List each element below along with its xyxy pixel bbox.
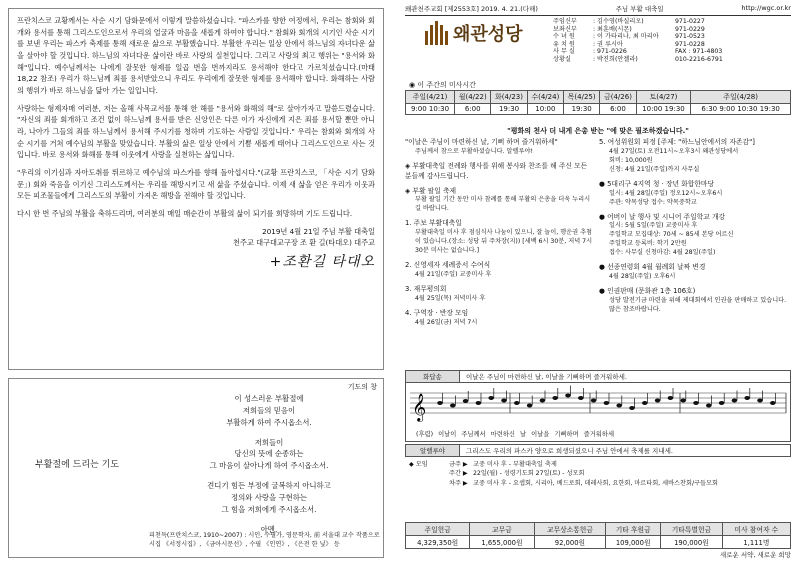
bulletin-feast: 주님 부활 대축일 — [615, 5, 664, 13]
offering-value: 4,329,350원 — [406, 536, 470, 549]
schedule-day: 주일(4/28) — [691, 91, 791, 104]
music-note — [514, 401, 520, 405]
music-note — [629, 406, 635, 410]
music-note — [476, 401, 482, 405]
announcement-head: 5. 여성위원회 피정 [주제: "하느님안에서의 자존감"] — [599, 138, 755, 146]
parish-motto: 새로운 서약, 새로운 희망 — [719, 551, 791, 559]
poem-line: 저희들의 믿음이 — [242, 405, 296, 415]
announcement-body: 4월 26일(금) 저녁 7시 — [415, 318, 478, 326]
bullet-icon: ● — [599, 179, 608, 188]
announcement-head: 3. 재무평의회 — [405, 284, 447, 293]
music-note — [463, 399, 469, 403]
schedule-day: 수(4/24) — [527, 91, 563, 104]
announcement-line: 주관: 약목성당 접수: 약목중학교 — [609, 198, 697, 206]
bulletin-issue: 왜관천주교회 [제2553호] 2019. 4. 21.(다해) — [405, 5, 538, 13]
poem-line: 정의와 사랑을 구현하는 — [230, 492, 308, 502]
announcement-line: 4월 27일(토) 오전11시~오후3시 왜관성당에서 — [609, 147, 739, 155]
announcement-line: 주일학교 등록비: 학기 2만원 — [609, 240, 687, 248]
staff-phone: 971-0228 — [675, 40, 705, 48]
prayer-poem — [159, 393, 379, 535]
poem-line: 이 성스러운 부활절에 — [234, 394, 304, 403]
announcement-item — [599, 180, 791, 208]
mass-schedule-title: ◉ 이 주간의 미사시간 — [409, 81, 476, 89]
staff-list — [553, 18, 723, 63]
staff-role: 주임신부 — [553, 18, 577, 25]
church-logo-icon — [425, 21, 447, 45]
announcement-body: 부활 팔일 기간 동안 미사 참례를 통해 부활의 은총을 더욱 누리시길 바랍니다. — [415, 196, 591, 213]
schedule-day: 월(4/22) — [455, 91, 491, 104]
announcement-line: 일시: 5월 5일(주일) 교중미사 후 — [609, 222, 698, 230]
schedule-time: 6:00 — [455, 104, 491, 115]
prayer-amen: 아멘. — [260, 524, 278, 534]
prayer-title: 부활절에 드리는 기도 — [35, 460, 119, 470]
announcement-head: 4. 구역장 · 반장 모임 — [405, 308, 469, 317]
schedule-time: 19:30 — [491, 104, 527, 115]
announcement-item — [405, 219, 595, 256]
offering-value: 92,000원 — [534, 536, 606, 549]
letter-author: 천주교 대구대교구장 조 환 길(타대오) 대주교 — [232, 238, 375, 248]
announcement-item — [405, 187, 595, 215]
music-note — [604, 401, 610, 405]
staff-name: : 최훈배(시몬) — [593, 25, 632, 33]
music-note — [578, 396, 584, 400]
announcement-body: 4월 21일(주일) 교중미사 후 — [415, 270, 492, 278]
staff-row — [553, 48, 723, 56]
music-note — [744, 396, 750, 400]
staff-name: : 971-0226 — [593, 48, 627, 56]
letter-paragraph-4: 다시 한 번 주님의 부활을 축하드리며, 여러분의 매일 매순간이 부활의 삶이 되기를 희망하며 기도 드립니다. — [17, 208, 353, 218]
poem-line: 부활하게 하여 주시옵소서. — [226, 417, 312, 427]
announcement-item — [599, 213, 791, 259]
announcement-head: ● 선종연령회 4월 월례회 날짜 변경 — [599, 263, 706, 272]
bullet-icon: ◉ — [409, 81, 418, 89]
announcement-head: ● 인권판매 (문화관 1층 106호) — [599, 287, 696, 296]
schedule-day: 토(4/27) — [636, 91, 691, 104]
announcement-line: 회비: 10,000원 — [609, 156, 653, 164]
staff-row — [553, 33, 723, 41]
music-note — [770, 401, 776, 405]
staff-role: 사 무 실 — [553, 48, 575, 56]
letter-paragraph-3: "우리의 이기심과 자아도취를 뛰르하고 예수님의 파스카를 향해 돌아섭시다."(교황 프란치스코, 「사순 시기 담화문」) 회와 죽음을 이기신 그리스도께서는 우리를 해방시키고 새 삶을 주셨습니다. 이제 새 삶을 얻은 우리가 이웃과 모든 피조물들에게 그리스도의 부활이 가져온 해방을 전해야 할 것입니다. — [17, 167, 375, 201]
bulletin-header — [405, 4, 791, 16]
gathering-label: ◆ 모임 — [409, 461, 428, 468]
music-note — [719, 401, 725, 405]
music-note — [591, 399, 597, 403]
music-note — [693, 401, 699, 405]
staff-name: : 김수영(바실리오) — [593, 18, 644, 25]
offering-value: 1,655,000원 — [470, 536, 534, 549]
alleluia-text: 그리스도 우리의 파스카 양으로 희생되셨으니 주님 안에서 축제를 지내세. — [466, 447, 673, 455]
schedule-time: 9:00 10:30 — [406, 104, 455, 115]
music-note — [655, 399, 661, 403]
schedule-time: 10:00 19:30 — [636, 104, 691, 115]
announcement-item — [405, 309, 595, 328]
staff-row — [553, 56, 723, 64]
announcements-left — [405, 138, 595, 333]
bullet-icon: ● — [599, 212, 608, 221]
poem-line: 그 힘을 저희에게 주시옵소서. — [221, 504, 317, 514]
poem-line: 당신의 뜻에 순종하는 — [234, 449, 304, 459]
schedule-banner: "평화의 천사 더 내게 은총 받는 "에 맞은 필조하겠습니다." — [507, 127, 689, 135]
music-note — [732, 399, 738, 403]
church-name: 왜관성당 — [453, 24, 523, 45]
staff-role: 보좌신부 — [553, 25, 577, 33]
offering-header: 미사 참여자 수 — [722, 523, 790, 536]
staff-row — [553, 41, 723, 49]
staff-phone: 971-0227 — [675, 18, 705, 25]
gatherings — [409, 460, 718, 488]
bulletin-url[interactable]: http://wgc.or.kr — [741, 4, 791, 12]
prayer-stanza-3 — [159, 480, 379, 516]
music-note — [706, 404, 712, 408]
letter-paragraph-1: 프란치스코 교황께서는 사순 시기 담화문에서 이렇게 말씀하셨습니다. "파스카를 향한 여정에서, 우리는 참회와 회개와 용서를 통해 그리스도인으로서 우리의 얼굴과 마음을 새롭게 하여야 합니다." 참회와 회개의 시기인 사순 시기를 보낸 우리는 파스카 축제를 통해 새로운 삶으로 부활했습니다. 부활한 우리는 일상 안에서 하느님의 자녀다운 삶을 살아야 할 것입니다. 하느님의 자녀다운 삶이란 바로 사랑의 실천입니다. 그리고 사랑의 최고 행위는 "용서와 화해"입니다. 예수님께서는 나에게 잘못한 형제를 일곱 번을 번까지라도 용서해야 한다고 가르치셨습니다.(마태 18,22 참조) 우리가 하느님께 죄를 용서받았으니 우리도 우리에게 잘못한 형제를 용서해야 합니다. 화해하는 사람의 행위가 바로 하느님을 닮아 가는 일입니다. — [17, 16, 375, 95]
schedule-day: 금(4/26) — [600, 91, 636, 104]
offering-table — [405, 522, 791, 549]
staff-name: : 권 루시아 — [593, 40, 623, 48]
alleluia-label: 알렐루야 — [406, 445, 460, 456]
gathering-row: 차주 ▶ 교중 미사 후 - 요셉회, 시리아, 베드로회, 데레사회, 요한회, 마르타회, 세바스찬회/구들모회 — [449, 479, 718, 487]
letter-paragraph-2: 사랑하는 형제자매 여러분, 저는 올해 사목교서를 통해 한 해를 "용서와 화해의 해"로 살아가자고 말씀드렸습니다. "자신의 죄를 회개하고 조건 없이 하느님께 용서를 받은 신앙인은 다른 이가 자신에게 지은 죄를 용서할 뿐만 아니라, 나아가 그들의 죄를 하느님께서 용서해 주시기를 청하며 기도하는 사람일 것입니다." 우리는 참회와 회개의 사순 시기를 거쳐 예수님의 부활을 맞았습니다. 부활의 삶은 일상 안에서 기쁨 새롭게 태어나 그리스도인으로 사는 것입니다. 바로 용서와 화해를 통해 이웃에게 사랑을 실천하는 삶입니다. — [17, 103, 375, 160]
bullet-icon: ● — [599, 263, 608, 272]
staff-name: : 이 가타리나, 최 마리아 — [593, 33, 659, 41]
announcement-line: 접수: 사무실 신청마감: 4월 28일(주일) — [609, 249, 716, 257]
music-note — [616, 404, 622, 408]
staff-role: 상황실 — [553, 55, 571, 63]
announcement-item — [405, 162, 595, 182]
announcement-item — [405, 285, 595, 304]
gathering-row: 주간 ▶ 22일(월) - 성령기도회 27일(토) - 성모회 — [449, 470, 585, 478]
announcement-head: "이날은 주님이 마련하신 날, 기뻐 하며 즐거워하세" — [405, 138, 558, 146]
poem-line: 저희들이 — [254, 437, 284, 447]
staff-role: 유 치 원 — [553, 40, 575, 48]
music-note — [488, 396, 494, 400]
announcement-body: 주님께서 참으로 부활하셨습니다. 알렐루야! — [415, 147, 533, 155]
offering-header: 기타특별헌금 — [661, 523, 723, 536]
announcements-right — [599, 138, 791, 320]
staff-phone: 971-0523 — [675, 33, 705, 41]
announcement-line: 주일학교 모집대상: 70세 ~ 85세 본당 어르신 — [609, 231, 734, 239]
music-note — [757, 399, 763, 403]
responsorial-psalm — [405, 370, 791, 442]
music-note — [540, 399, 546, 403]
announcement-head: 1. 주보 부활대축일 — [405, 219, 462, 228]
announcement-item — [599, 138, 791, 175]
poem-line: 그 마음이 살아나게 하여 주시옵소서. — [209, 461, 329, 471]
announcement-item — [405, 138, 595, 157]
music-note — [680, 399, 686, 403]
right-page — [405, 0, 795, 565]
announcement-line: 4월 28일(주일) 오후6시 — [609, 273, 676, 281]
staff-row — [553, 18, 723, 26]
prayer-stanza-2 — [159, 437, 379, 473]
schedule-time: 6:00 — [600, 104, 636, 115]
music-note — [668, 396, 674, 400]
prayer-stanza-1 — [159, 393, 379, 429]
music-note — [552, 396, 558, 400]
bullet-icon: ● — [599, 287, 608, 296]
letter-signature: +조환길 타대오 — [269, 253, 375, 270]
announcement-head: 2. 신영세자 세례증서 수여식 — [405, 261, 491, 270]
poem-line: 견디기 힘든 부정에 굴복하지 아니하고 — [207, 481, 331, 491]
staff-phone: 010-2216-6791 — [675, 55, 723, 63]
staff-phone: 971-0229 — [675, 25, 705, 33]
offering-header: 교무금 — [470, 523, 534, 536]
announcement-body: 4월 25일(목) 저녁미사 후 — [415, 294, 486, 302]
schedule-time: 19:30 — [564, 104, 600, 115]
schedule-day: 화(4/23) — [491, 91, 527, 104]
offering-value: 190,000원 — [661, 536, 723, 549]
staff-role: 수 녀 원 — [553, 33, 575, 41]
music-note — [527, 404, 533, 408]
staff-phone: FAX : 971-4803 — [675, 48, 723, 56]
music-note — [565, 394, 571, 398]
announcement-line: 성당 발전기금 마련을 위해 제대회에서 인권을 판매하고 있습니다. 많은 참조바랍니다. — [609, 297, 787, 314]
song-text: 이날은 주님이 마련하신 날, 이날을 기뻐하며 즐거워하세. — [466, 373, 627, 381]
offering-header: 기타 후원금 — [606, 523, 661, 536]
music-note — [501, 399, 507, 403]
announcement-head: ◈ 부활대축일 전례와 행사를 위해 봉사와 찬조를 해 주신 모든 분들께 감사드립니다. — [405, 161, 588, 180]
announcement-line: 신청: 4월 21일(주일)까지 사무실 — [609, 165, 700, 173]
prayer-label: 기도의 창 — [347, 383, 377, 391]
music-note — [642, 401, 648, 405]
schedule-day: 주일(4/21) — [406, 91, 455, 104]
song-lyrics: (후렴) 이날이 주님께서 마련하신 날 이날을 기뻐하며 즐거워하세 — [416, 431, 615, 438]
prayer-footnote: 피천득(프란치스코, 1910~2007) : 시인, 수필가, 영문학자, 前 서울대 교수 작품으로 시집 《서정시집》, 《금아시문선》, 수필 《인연》, 《은전 한 닢》 등 — [149, 532, 380, 549]
left-page — [0, 0, 392, 565]
announcement-item — [405, 261, 595, 280]
letter-date: 2019년 4월 21일 주님 부활 대축일 — [262, 226, 375, 236]
alleluia-verse — [405, 444, 791, 457]
announcement-item — [599, 263, 791, 282]
announcement-line: 일시: 4월 28일(주일) 정오12시~오후6시 — [609, 189, 723, 197]
gathering-row: ◆ 모임 금주 ▶ 교중 미사 후 - 부활대축일 축제 — [409, 461, 557, 468]
staff-name: : 박진희(안젤라) — [593, 55, 638, 63]
schedule-time: 6:30 9:00 10:30 19:30 — [691, 104, 791, 115]
music-note — [450, 404, 456, 408]
music-note — [437, 401, 443, 405]
offering-header: 주일헌금 — [406, 523, 470, 536]
pastoral-letter — [8, 8, 384, 370]
schedule-day: 목(4/25) — [564, 91, 600, 104]
mass-schedule-table — [405, 90, 791, 115]
announcement-head: ● 5대리구 4지역 청 · 장년 화합한마당 — [599, 179, 715, 188]
schedule-time: 10:00 — [527, 104, 563, 115]
prayer-box — [8, 378, 384, 558]
song-label: 화답송 — [406, 371, 460, 382]
announcement-head: ● 어버이 날 행사 및 시니어 주일학교 개강 — [599, 212, 726, 221]
offering-value: 109,000원 — [606, 536, 661, 549]
announcement-body: 부활대축일 미사 후 점심식사 나눔이 있으니, 잘 놀이, 행운권 추첨이 있습니다.(장소: 성당 뒤 주차장(지)) [세백 6시 30분, 저녁 7시 30분 미사는 없습니다.] — [415, 229, 593, 255]
announcement-item — [599, 287, 791, 315]
offering-header: 교무상소통헌금 — [534, 523, 606, 536]
announcement-head: ◈ 부활 팔일 축제 — [405, 186, 457, 195]
staff-row — [553, 26, 723, 34]
svg-text:𝄞: 𝄞 — [412, 393, 427, 421]
music-staff — [410, 385, 788, 429]
church-logo — [425, 20, 523, 46]
offering-value: 1,111명 — [722, 536, 790, 549]
